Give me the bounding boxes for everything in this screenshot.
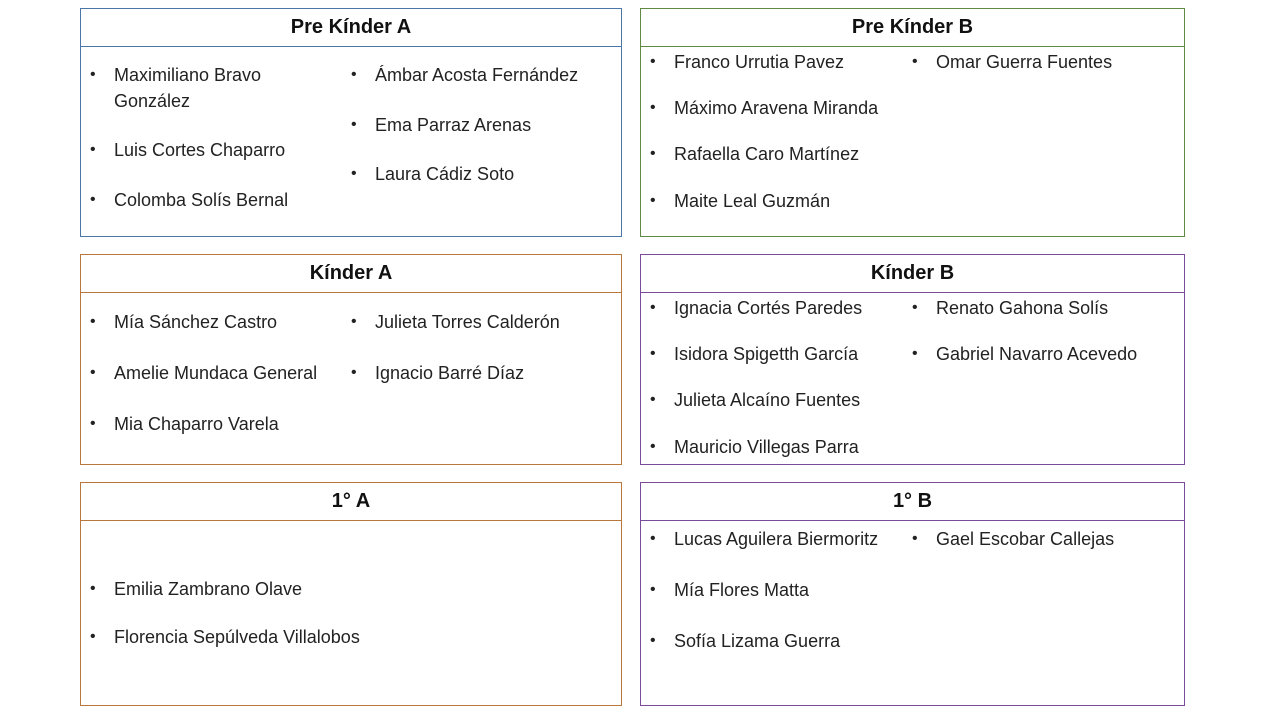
student-list-right [342, 62, 617, 187]
list-item: • Sofía Lizama Guerra [641, 628, 903, 654]
list-item: • Franco Urrutia Pavez [641, 49, 903, 75]
student-list-left [641, 526, 903, 654]
list-item: • Mia Chaparro Varela [81, 411, 341, 437]
group-title: Kínder B [641, 255, 1184, 293]
list-item: • Ema Parraz Arenas [342, 112, 617, 138]
group-box-pre-kinder-a [80, 8, 622, 237]
list-item: • Maite Leal Guzmán [641, 188, 903, 214]
list-item: • Omar Guerra Fuentes [903, 49, 1173, 75]
list-item: • Maximiliano Bravo González [81, 62, 336, 114]
list-item: • Julieta Torres Calderón [342, 309, 617, 335]
list-item: • Mauricio Villegas Parra [641, 434, 903, 460]
group-box-primero-a [80, 482, 622, 706]
student-list-left [641, 49, 903, 214]
group-title: Pre Kínder B [641, 9, 1184, 47]
student-list-left [81, 309, 341, 437]
list-item: • Ignacia Cortés Paredes [641, 295, 903, 321]
list-item: • Lucas Aguilera Biermoritz [641, 526, 903, 552]
list-item: • Máximo Aravena Miranda [641, 95, 903, 121]
list-item: • Amelie Mundaca General [81, 360, 341, 386]
group-title: 1° B [641, 483, 1184, 521]
list-item: • Ámbar Acosta Fernández [342, 62, 617, 88]
list-item: • Isidora Spigetth García [641, 341, 903, 367]
student-list-right [903, 526, 1178, 552]
student-list-right [903, 295, 1178, 367]
student-list-right [342, 309, 617, 386]
group-box-pre-kinder-b [640, 8, 1185, 237]
list-item: • Luis Cortes Chaparro [81, 137, 336, 163]
list-item: • Renato Gahona Solís [903, 295, 1178, 321]
list-item: • Laura Cádiz Soto [342, 161, 617, 187]
list-item: • Julieta Alcaíno Fuentes [641, 387, 903, 413]
list-item: • Florencia Sepúlveda Villalobos [81, 624, 601, 650]
list-item: • Rafaella Caro Martínez [641, 141, 903, 167]
list-item: • Emilia Zambrano Olave [81, 576, 601, 602]
group-box-kinder-a [80, 254, 622, 465]
group-title: 1° A [81, 483, 621, 521]
group-title: Pre Kínder A [81, 9, 621, 47]
group-box-kinder-b [640, 254, 1185, 465]
list-item: • Colomba Solís Bernal [81, 187, 336, 213]
list-item: • Mía Flores Matta [641, 577, 903, 603]
list-item: • Gabriel Navarro Acevedo [903, 341, 1178, 367]
student-list-left [81, 62, 336, 213]
student-list-left [81, 576, 601, 650]
student-list-left [641, 295, 903, 460]
student-list-right [903, 49, 1173, 75]
list-item: • Mía Sánchez Castro [81, 309, 341, 335]
list-item: • Gael Escobar Callejas [903, 526, 1178, 552]
list-item: • Ignacio Barré Díaz [342, 360, 617, 386]
group-title: Kínder A [81, 255, 621, 293]
group-box-primero-b [640, 482, 1185, 706]
